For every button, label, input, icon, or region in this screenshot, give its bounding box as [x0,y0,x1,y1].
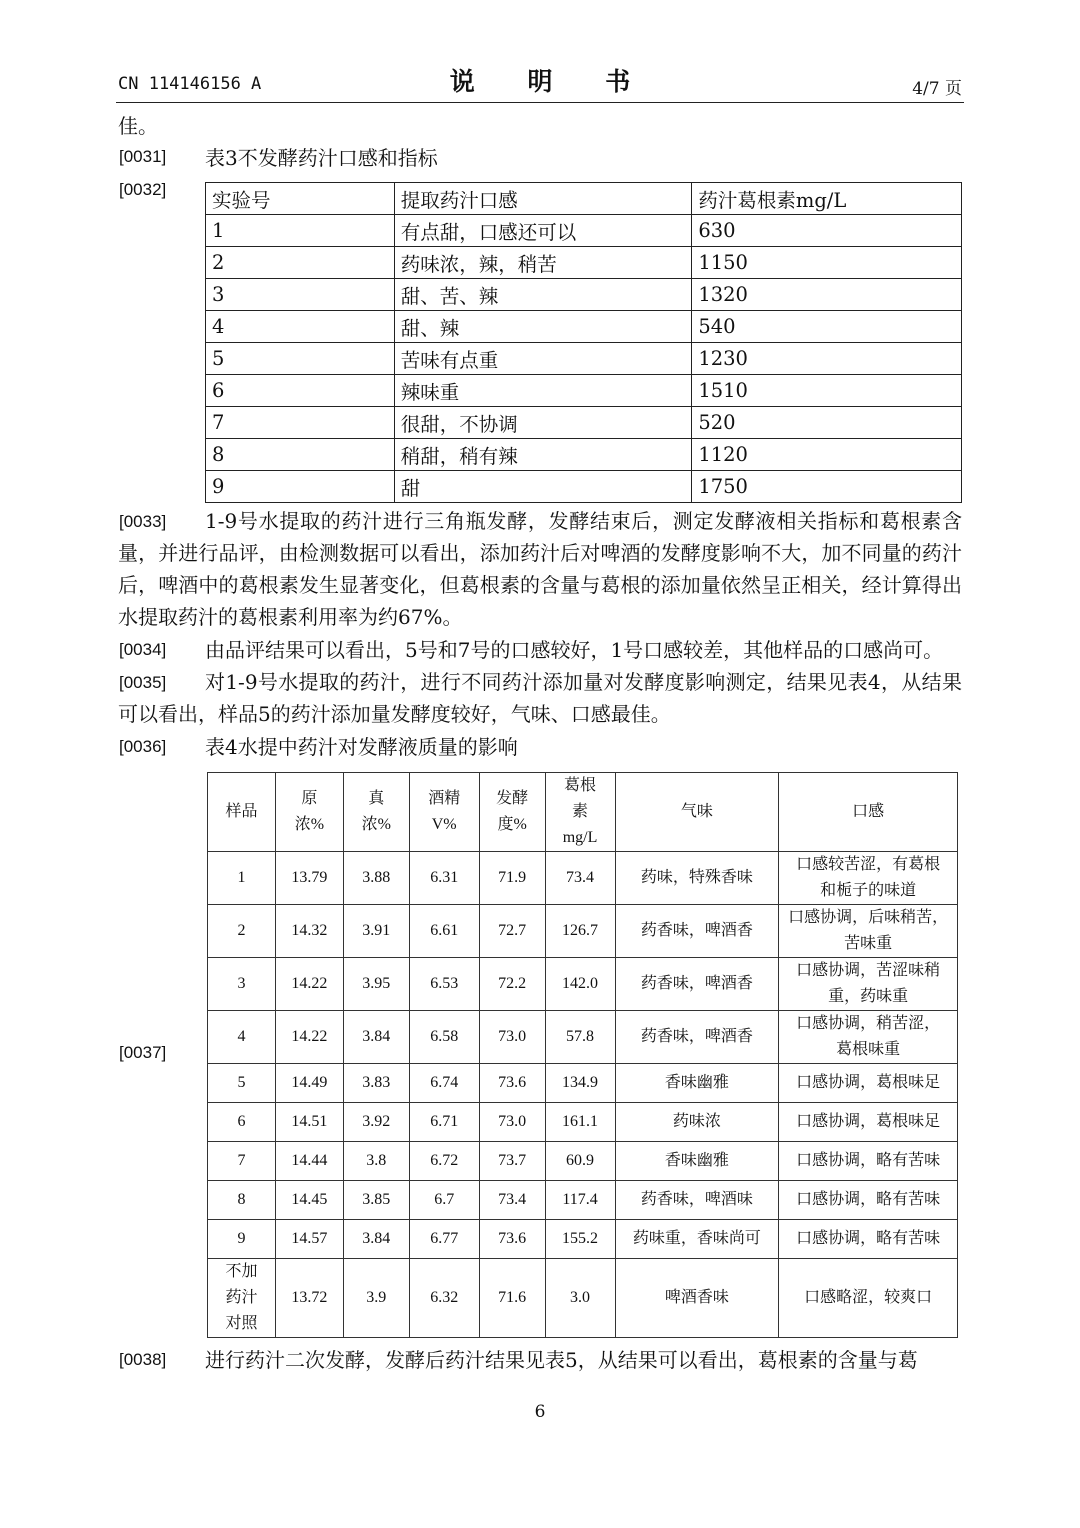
table-cell: 稍甜，稍有辣 [394,439,692,471]
table-row [206,407,962,439]
paragraph-0035: 对1-9号水提取的药汁，进行不同药汁添加量对发酵度影响测定，结果见表4，从结果可以看出，样品5的药汁添加量发酵度较好，气味、口感最佳。 [118,670,962,726]
table-cell: 药香味，啤酒香 [615,958,779,1011]
table-header-cell: 口感 [779,773,958,852]
table-cell: 161.1 [545,1103,615,1142]
table-cell: 14.44 [275,1142,343,1181]
para-tag-0035: [0035] [119,673,167,692]
table-cell: 6.31 [409,852,479,905]
header-rule [116,102,964,103]
table-cell: 药香味，啤酒香 [615,905,779,958]
table-cell: 口感较苦涩，有葛根 和栀子的味道 [779,852,958,905]
table-cell: 3 [208,958,276,1011]
table-cell: 药香味，啤酒味 [615,1181,779,1220]
table-row [208,1181,958,1220]
table-cell: 甜、辣 [394,311,692,343]
table-cell: 13.79 [275,852,343,905]
table-cell: 1 [206,215,395,247]
table-cell: 3.92 [343,1103,409,1142]
table-cell: 73.7 [479,1142,545,1181]
table-cell: 6.72 [409,1142,479,1181]
table-cell: 73.4 [479,1181,545,1220]
table-cell: 3 [206,279,395,311]
table-cell: 口感协调，葛根味足 [779,1103,958,1142]
table3-caption: 表3不发酵药汁口感和指标 [205,146,438,170]
table-cell: 6.58 [409,1011,479,1064]
table-cell: 3.88 [343,852,409,905]
table-header-cell: 提取药汁口感 [394,183,692,215]
page-indicator: 4/7 页 [912,79,962,99]
table-cell: 155.2 [545,1220,615,1259]
table-cell: 香味幽雅 [615,1064,779,1103]
table-header-cell: 葛根 素 mg/L [545,773,615,852]
table-cell: 1150 [692,247,962,279]
table-row [206,247,962,279]
table-cell: 3.0 [545,1259,615,1338]
table-cell: 134.9 [545,1064,615,1103]
table-cell: 辣味重 [394,375,692,407]
para-tag-0033: [0033] [119,512,167,531]
table-cell: 口感协调，稍苦涩， 葛根味重 [779,1011,958,1064]
table-cell: 药香味，啤酒香 [615,1011,779,1064]
table4 [207,772,958,1338]
table-cell: 71.9 [479,852,545,905]
table-cell: 14.49 [275,1064,343,1103]
table-cell: 口感协调，略有苦味 [779,1142,958,1181]
table-header-cell: 原 浓% [275,773,343,852]
table-cell: 630 [692,215,962,247]
para-tag-0031: [0031] [119,147,167,166]
table-row [206,439,962,471]
table-cell: 71.6 [479,1259,545,1338]
table-cell: 14.22 [275,1011,343,1064]
table-cell: 13.72 [275,1259,343,1338]
table-header-cell: 气味 [615,773,779,852]
table-cell: 3.91 [343,905,409,958]
table-cell: 9 [208,1220,276,1259]
table-cell: 口感略涩，较爽口 [779,1259,958,1338]
continuation-text: 佳。 [118,114,158,138]
table-row [206,215,962,247]
table-header-cell: 真 浓% [343,773,409,852]
table-cell: 有点甜，口感还可以 [394,215,692,247]
table-cell: 1320 [692,279,962,311]
table-cell: 14.57 [275,1220,343,1259]
table-cell: 6.7 [409,1181,479,1220]
table-cell: 73.0 [479,1103,545,1142]
table-cell: 1230 [692,343,962,375]
table-row [208,1220,958,1259]
document-title: 说 明 书 [449,67,653,96]
table-cell: 6.61 [409,905,479,958]
table4-caption: 表4水提中药汁对发酵液质量的影响 [205,735,518,759]
table-header-cell: 酒精 V% [409,773,479,852]
table-cell: 14.45 [275,1181,343,1220]
table-cell: 73.4 [545,852,615,905]
table-cell: 药味浓，辣，稍苦 [394,247,692,279]
para-tag-0032: [0032] [119,180,167,199]
table-cell: 1120 [692,439,962,471]
table-cell: 药味重，香味尚可 [615,1220,779,1259]
table-header-cell: 药汁葛根素mg/L [692,183,962,215]
table-cell: 14.32 [275,905,343,958]
table-cell: 2 [206,247,395,279]
table-cell: 3.83 [343,1064,409,1103]
table-cell: 3.9 [343,1259,409,1338]
table-cell: 3.85 [343,1181,409,1220]
table-cell: 不加 药汁 对照 [208,1259,276,1338]
table-cell: 甜、苦、辣 [394,279,692,311]
table-cell: 8 [206,439,395,471]
table-cell: 4 [208,1011,276,1064]
table-cell: 117.4 [545,1181,615,1220]
para-tag-0034: [0034] [119,640,167,659]
table-row [208,1064,958,1103]
para-tag-0038: [0038] [119,1350,167,1369]
table-cell: 14.51 [275,1103,343,1142]
table-cell: 6.32 [409,1259,479,1338]
table-cell: 3.84 [343,1011,409,1064]
table-cell: 口感协调，葛根味足 [779,1064,958,1103]
table-cell: 1750 [692,471,962,503]
table-cell: 1510 [692,375,962,407]
table-row [206,375,962,407]
table-row [208,1259,958,1338]
table-cell: 57.8 [545,1011,615,1064]
table-row [206,279,962,311]
table-cell: 7 [206,407,395,439]
table-header-cell: 样品 [208,773,276,852]
table-cell: 药味浓 [615,1103,779,1142]
table-row [208,1011,958,1064]
table-cell: 5 [208,1064,276,1103]
table-row [208,852,958,905]
paragraph-0033: 1-9号水提取的药汁进行三角瓶发酵，发酵结束后，测定发酵液相关指标和葛根素含量，并进行品评，由检测数据可以看出，添加药汁后对啤酒的发酵度影响不大，加不同量的药汁后，啤酒中的葛根素发生显著变化，但葛根素的含量与葛根的添加量依然呈正相关，经计算得出水提取药汁的葛根素利用率为约67%。 [118,509,962,629]
table-cell: 72.7 [479,905,545,958]
para-tag-0037: [0037] [119,1043,167,1062]
table-cell: 很甜，不协调 [394,407,692,439]
table-cell: 香味幽雅 [615,1142,779,1181]
table-row [206,471,962,503]
table-cell: 6 [208,1103,276,1142]
table-cell: 72.2 [479,958,545,1011]
table-cell: 60.9 [545,1142,615,1181]
table-cell: 8 [208,1181,276,1220]
table-cell: 14.22 [275,958,343,1011]
table-cell: 142.0 [545,958,615,1011]
page-number: 6 [534,1402,546,1422]
table-cell: 73.6 [479,1220,545,1259]
table-cell: 6.77 [409,1220,479,1259]
paragraph-0034: 由品评结果可以看出，5号和7号的口感较好，1号口感较差，其他样品的口感尚可。 [205,638,944,662]
para-tag-0036: [0036] [119,737,167,756]
table-cell: 73.0 [479,1011,545,1064]
table-row [208,905,958,958]
table-cell: 6.71 [409,1103,479,1142]
table-row [206,311,962,343]
table-cell: 啤酒香味 [615,1259,779,1338]
table-row [208,1142,958,1181]
table-row [206,343,962,375]
table-header-row [206,183,962,215]
table-cell: 4 [206,311,395,343]
table-cell: 73.6 [479,1064,545,1103]
table-cell: 6.53 [409,958,479,1011]
table-cell: 3.8 [343,1142,409,1181]
table-cell: 口感协调，略有苦味 [779,1181,958,1220]
table-cell: 9 [206,471,395,503]
table3 [205,182,962,503]
table-cell: 口感协调，苦涩味稍 重，药味重 [779,958,958,1011]
table-cell: 7 [208,1142,276,1181]
patent-number: CN 114146156 A [118,74,262,94]
table-cell: 1 [208,852,276,905]
table-cell: 口感协调，略有苦味 [779,1220,958,1259]
table-header-row [208,773,958,852]
table-cell: 5 [206,343,395,375]
table-cell: 6.74 [409,1064,479,1103]
table-cell: 药味，特殊香味 [615,852,779,905]
table-cell: 126.7 [545,905,615,958]
table-header-cell: 发酵 度% [479,773,545,852]
table-cell: 540 [692,311,962,343]
table-cell: 甜 [394,471,692,503]
table-row [208,958,958,1011]
table-cell: 3.95 [343,958,409,1011]
table-cell: 3.84 [343,1220,409,1259]
paragraph-0038: 进行药汁二次发酵，发酵后药汁结果见表5，从结果可以看出，葛根素的含量与葛 [205,1348,918,1372]
table-cell: 口感协调，后味稍苦， 苦味重 [779,905,958,958]
table-cell: 520 [692,407,962,439]
table-cell: 2 [208,905,276,958]
table-header-cell: 实验号 [206,183,395,215]
table-cell: 苦味有点重 [394,343,692,375]
table-row [208,1103,958,1142]
table-cell: 6 [206,375,395,407]
